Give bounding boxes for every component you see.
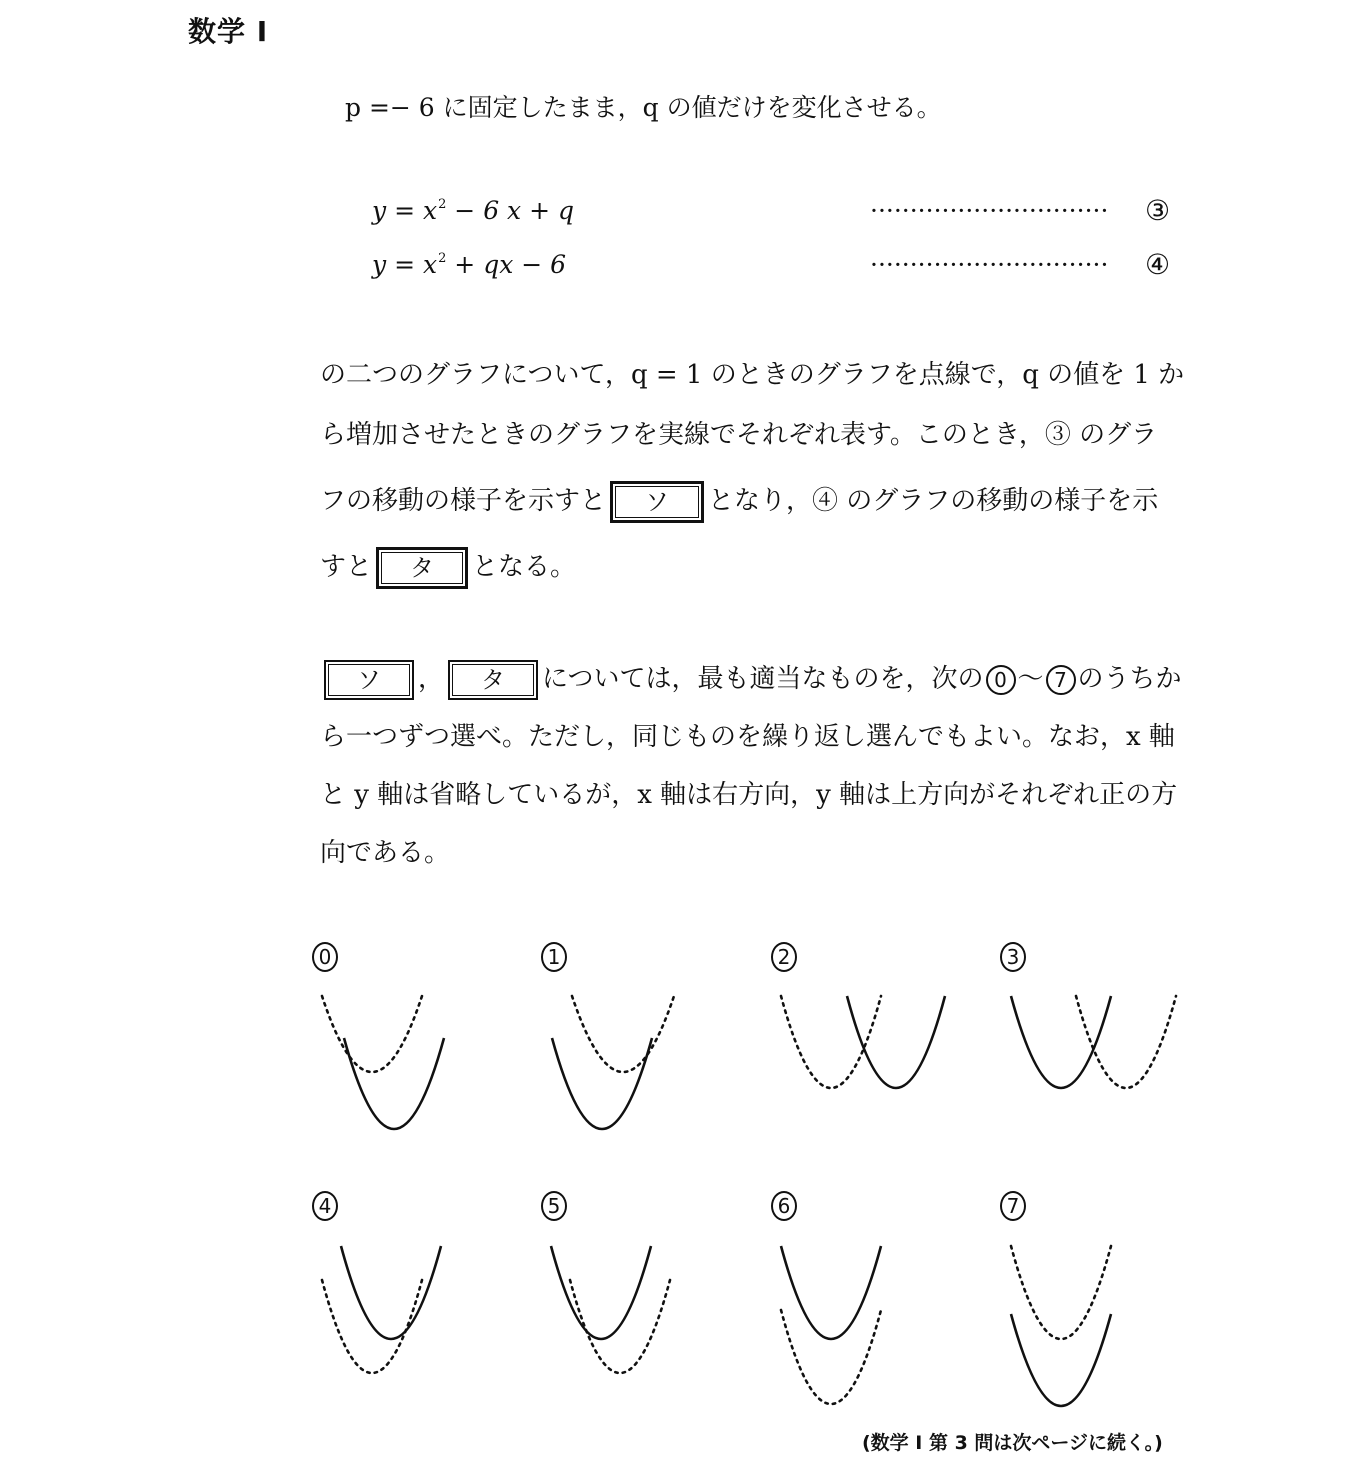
option-2-dotted-parabola xyxy=(781,996,881,1088)
paragraph-1-line-1: の二つのグラフについて，q = 1 のときのグラフを点線で，q の値を 1 か xyxy=(320,360,1185,390)
equation-3-leader-dots: ······························ xyxy=(870,196,1109,225)
option-5-label[interactable]: 5 xyxy=(541,1191,567,1221)
answer-box-ta-label: タ xyxy=(381,552,463,584)
option-6-solid-parabola xyxy=(781,1246,881,1339)
equation-3-lhs: y = x xyxy=(372,196,438,225)
option-4-label[interactable]: 4 xyxy=(312,1191,338,1221)
option-0-label[interactable]: 0 xyxy=(312,942,338,972)
option-5-solid-parabola xyxy=(551,1246,651,1339)
option-4-solid-parabola xyxy=(341,1246,441,1339)
option-1-solid-parabola xyxy=(552,1038,652,1129)
equation-3-marker: ③ xyxy=(1145,194,1171,227)
option-6-dotted-parabola xyxy=(781,1310,881,1404)
choice-range-tilde: ～ xyxy=(1017,664,1044,694)
paragraph-1-line-3-a: フの移動の様子を示すと xyxy=(320,486,607,516)
option-3-label[interactable]: 3 xyxy=(1000,942,1026,972)
paragraph-2-line-1-b: のうちか xyxy=(1077,664,1182,694)
choice-range-end: 7 xyxy=(1046,665,1076,695)
answer-box-so-ref-label: ソ xyxy=(328,664,410,696)
option-2-solid-parabola xyxy=(847,996,945,1088)
option-3-dotted-parabola xyxy=(1076,996,1176,1088)
paragraph-1-line-3-b: となり，④ のグラフの移動の様子を示 xyxy=(708,486,1159,516)
equation-4-leader-dots: ······························ xyxy=(870,250,1109,279)
paragraph-2-line-4: 向である。 xyxy=(320,838,451,868)
equation-3-exponent: 2 xyxy=(438,197,447,212)
equation-4-rhs: + qx − 6 xyxy=(446,250,567,279)
choice-range-start: 0 xyxy=(986,665,1016,695)
paragraph-1-line-4-b: となる。 xyxy=(472,552,577,582)
option-7-dotted-parabola xyxy=(1011,1246,1111,1339)
option-2-label[interactable]: 2 xyxy=(771,942,797,972)
option-0-dotted-parabola xyxy=(322,996,422,1072)
option-0-solid-parabola xyxy=(344,1038,444,1129)
subject-heading: 数学 I xyxy=(188,15,269,48)
paragraph-1-line-2: ら増加させたときのグラフを実線でそれぞれ表す。このとき，③ のグラ xyxy=(320,420,1158,450)
paragraph-1-line-4-a: すと xyxy=(320,552,373,582)
paragraph-2-line-3: と y 軸は省略しているが，x 軸は右方向，y 軸は上方向がそれぞれ正の方 xyxy=(320,780,1178,810)
equation-3-rhs: − 6 x + q xyxy=(446,196,574,225)
option-6-label[interactable]: 6 xyxy=(771,1191,797,1221)
equation-4-exponent: 2 xyxy=(438,251,447,266)
option-1-dotted-parabola xyxy=(572,996,674,1072)
intro-sentence: p =− 6 に固定したまま，q の値だけを変化させる。 xyxy=(345,93,942,122)
equation-4-marker: ④ xyxy=(1145,248,1171,281)
option-7-label[interactable]: 7 xyxy=(1000,1191,1026,1221)
answer-box-ta-ref-label: タ xyxy=(452,664,534,696)
option-7-solid-parabola xyxy=(1011,1314,1111,1406)
paragraph-2-line-1-a: については，最も適当なものを，次の xyxy=(542,664,984,694)
paragraph-2-line-2: ら一つずつ選べ。ただし，同じものを繰り返し選んでもよい。なお，x 軸 xyxy=(320,722,1175,752)
paragraph-2-separator: ， xyxy=(418,664,445,694)
option-3-solid-parabola xyxy=(1011,996,1111,1088)
equation-4-lhs: y = x xyxy=(372,250,438,279)
option-1-label[interactable]: 1 xyxy=(541,942,567,972)
continuation-footnote: (数学 I 第 3 問は次ページに続く。) xyxy=(862,1432,1163,1454)
answer-box-so-label: ソ xyxy=(615,486,699,518)
